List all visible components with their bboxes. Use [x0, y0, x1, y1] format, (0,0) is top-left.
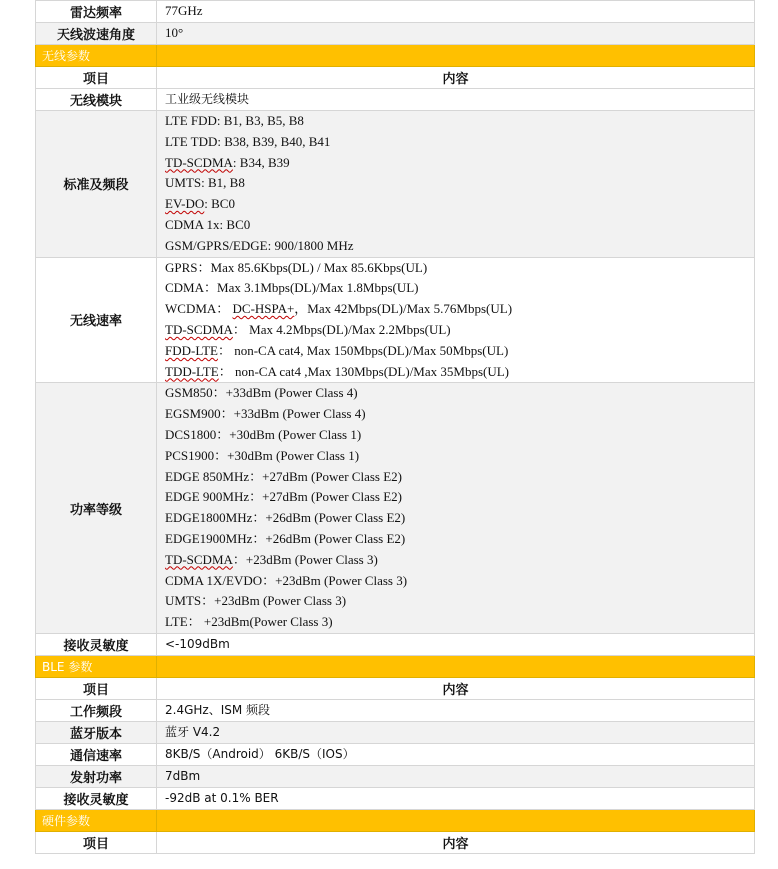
- value-line: [165, 508, 754, 529]
- value-text: UMTS: B1, B8: [165, 175, 245, 191]
- value-text: GSM850：+33dBm (Power Class 4): [165, 385, 358, 401]
- section-spacer: [157, 809, 755, 831]
- column-header-content: 内容: [157, 67, 755, 89]
- section-title: BLE 参数: [36, 655, 157, 677]
- column-header-content: 内容: [157, 831, 755, 853]
- table-row-bands: [36, 111, 755, 258]
- value-text: LTE： +23dBm(Power Class 3): [165, 614, 333, 630]
- column-header-row: [36, 67, 755, 89]
- value-text: GSM/GPRS/EDGE: 900/1800 MHz: [165, 237, 354, 253]
- row-value: 工业级无线模块: [157, 89, 755, 111]
- value-line: [165, 467, 754, 488]
- value-line: [165, 529, 754, 550]
- section-title: 硬件参数: [36, 809, 157, 831]
- column-header-item: 项目: [36, 831, 157, 853]
- value-line: [165, 446, 754, 467]
- section-header-hardware: [36, 809, 755, 831]
- table-row: [36, 1, 755, 23]
- value-line: [165, 278, 754, 299]
- row-value: <-109dBm: [157, 633, 755, 655]
- value-text: UMTS：+23dBm (Power Class 3): [165, 593, 347, 609]
- value-line: [165, 215, 754, 236]
- value-text: LTE TDD: B38, B39, B40, B41: [165, 133, 331, 149]
- value-text: EDGE 900MHz：+27dBm (Power Class E2): [165, 489, 402, 505]
- value-line: [165, 571, 754, 592]
- value-text: DCS1800：+30dBm (Power Class 1): [165, 426, 362, 442]
- value-line: [165, 341, 754, 362]
- value-text: EDGE1900MHz：+26dBm (Power Class E2): [165, 530, 406, 546]
- value-line: [165, 404, 754, 425]
- row-value-lines: [157, 383, 755, 634]
- section-header-wireless: [36, 45, 755, 67]
- table-row: [36, 787, 755, 809]
- section-title: 无线参数: [36, 45, 157, 67]
- value-text: ，Max 42Mbps(DL)/Max 5.76Mbps(UL): [294, 301, 513, 317]
- value-line: [165, 258, 754, 279]
- value-text: ： Max 4.2Mbps(DL)/Max 2.2Mbps(UL): [232, 321, 451, 337]
- spec-table: [35, 0, 755, 854]
- value-text: CDMA：Max 3.1Mbps(DL)/Max 1.8Mbps(UL): [165, 280, 419, 296]
- row-label: 天线波速角度: [36, 23, 157, 45]
- table-row: [36, 633, 755, 655]
- row-value: 2.4GHz、ISM 频段: [157, 699, 755, 721]
- spellcheck-term: TD-SCDMA: [165, 154, 233, 170]
- value-text: : BC0: [204, 196, 235, 212]
- table-row: [36, 765, 755, 787]
- spellcheck-term: TD-SCDMA: [165, 321, 233, 337]
- column-header-item: 项目: [36, 67, 157, 89]
- value-text: LTE FDD: B1, B3, B5, B8: [165, 113, 304, 128]
- row-label: 工作频段: [36, 699, 157, 721]
- section-header-ble: [36, 655, 755, 677]
- value-line: [165, 425, 754, 446]
- value-text: CDMA 1X/EVDO：+23dBm (Power Class 3): [165, 572, 408, 588]
- spellcheck-term: DC-HSPA+: [232, 301, 295, 317]
- column-header-content: 内容: [157, 677, 755, 699]
- row-label: 无线模块: [36, 89, 157, 111]
- value-line: [165, 612, 754, 633]
- value-line: [165, 194, 754, 215]
- row-value: 8KB/S（Android） 6KB/S（IOS）: [157, 743, 755, 765]
- spellcheck-term: TD-SCDMA: [165, 551, 233, 567]
- value-line: [165, 132, 754, 153]
- value-line: [165, 487, 754, 508]
- value-line: [165, 320, 754, 341]
- row-value: -92dB at 0.1% BER: [157, 787, 755, 809]
- row-label: 发射功率: [36, 765, 157, 787]
- column-header-row: [36, 677, 755, 699]
- value-line: [165, 362, 754, 383]
- row-value-lines: [157, 111, 755, 258]
- table-row: [36, 89, 755, 111]
- value-line: [165, 299, 754, 320]
- table-row-rates: [36, 257, 755, 383]
- value-line: [165, 153, 754, 174]
- row-label: 蓝牙版本: [36, 721, 157, 743]
- section-spacer: [157, 655, 755, 677]
- spellcheck-term: TDD-LTE: [165, 363, 219, 379]
- row-label: 标准及频段: [36, 111, 157, 258]
- value-text: ：+23dBm (Power Class 3): [232, 551, 378, 567]
- value-text: ： non-CA cat4 ,Max 130Mbps(DL)/Max 35Mbps(UL): [218, 363, 509, 379]
- row-label: 功率等级: [36, 383, 157, 634]
- table-row: [36, 743, 755, 765]
- row-value: 10°: [157, 23, 755, 45]
- value-text: GPRS：Max 85.6Kbps(DL) / Max 85.6Kbps(UL): [165, 259, 428, 275]
- value-line: [165, 111, 754, 132]
- value-line: [165, 550, 754, 571]
- table-row: [36, 699, 755, 721]
- spellcheck-term: EV-DO: [165, 196, 205, 212]
- value-text: : B34, B39: [232, 154, 290, 170]
- row-value: 7dBm: [157, 765, 755, 787]
- section-spacer: [157, 45, 755, 67]
- table-row: [36, 721, 755, 743]
- table-row-power: [36, 383, 755, 634]
- value-line: [165, 591, 754, 612]
- value-text: CDMA 1x: BC0: [165, 216, 251, 232]
- value-line: [165, 173, 754, 194]
- value-text: EDGE1800MHz：+26dBm (Power Class E2): [165, 510, 406, 526]
- row-label: 雷达频率: [36, 1, 157, 23]
- row-value: 77GHz: [157, 1, 755, 23]
- row-label: 接收灵敏度: [36, 633, 157, 655]
- table-row: [36, 23, 755, 45]
- value-line: [165, 383, 754, 404]
- value-text: EDGE 850MHz：+27dBm (Power Class E2): [165, 468, 402, 484]
- row-label: 通信速率: [36, 743, 157, 765]
- row-value: 蓝牙 V4.2: [157, 721, 755, 743]
- value-text: EGSM900：+33dBm (Power Class 4): [165, 406, 366, 422]
- value-line: [165, 236, 754, 257]
- row-label: 接收灵敏度: [36, 787, 157, 809]
- row-value-lines: [157, 257, 755, 383]
- column-header-row: [36, 831, 755, 853]
- column-header-item: 项目: [36, 677, 157, 699]
- row-label: 无线速率: [36, 257, 157, 383]
- value-text: WCDMA：: [165, 301, 233, 317]
- value-text: PCS1900：+30dBm (Power Class 1): [165, 447, 360, 463]
- spellcheck-term: FDD-LTE: [165, 342, 218, 358]
- value-text: ： non-CA cat4, Max 150Mbps(DL)/Max 50Mbps(UL): [217, 342, 509, 358]
